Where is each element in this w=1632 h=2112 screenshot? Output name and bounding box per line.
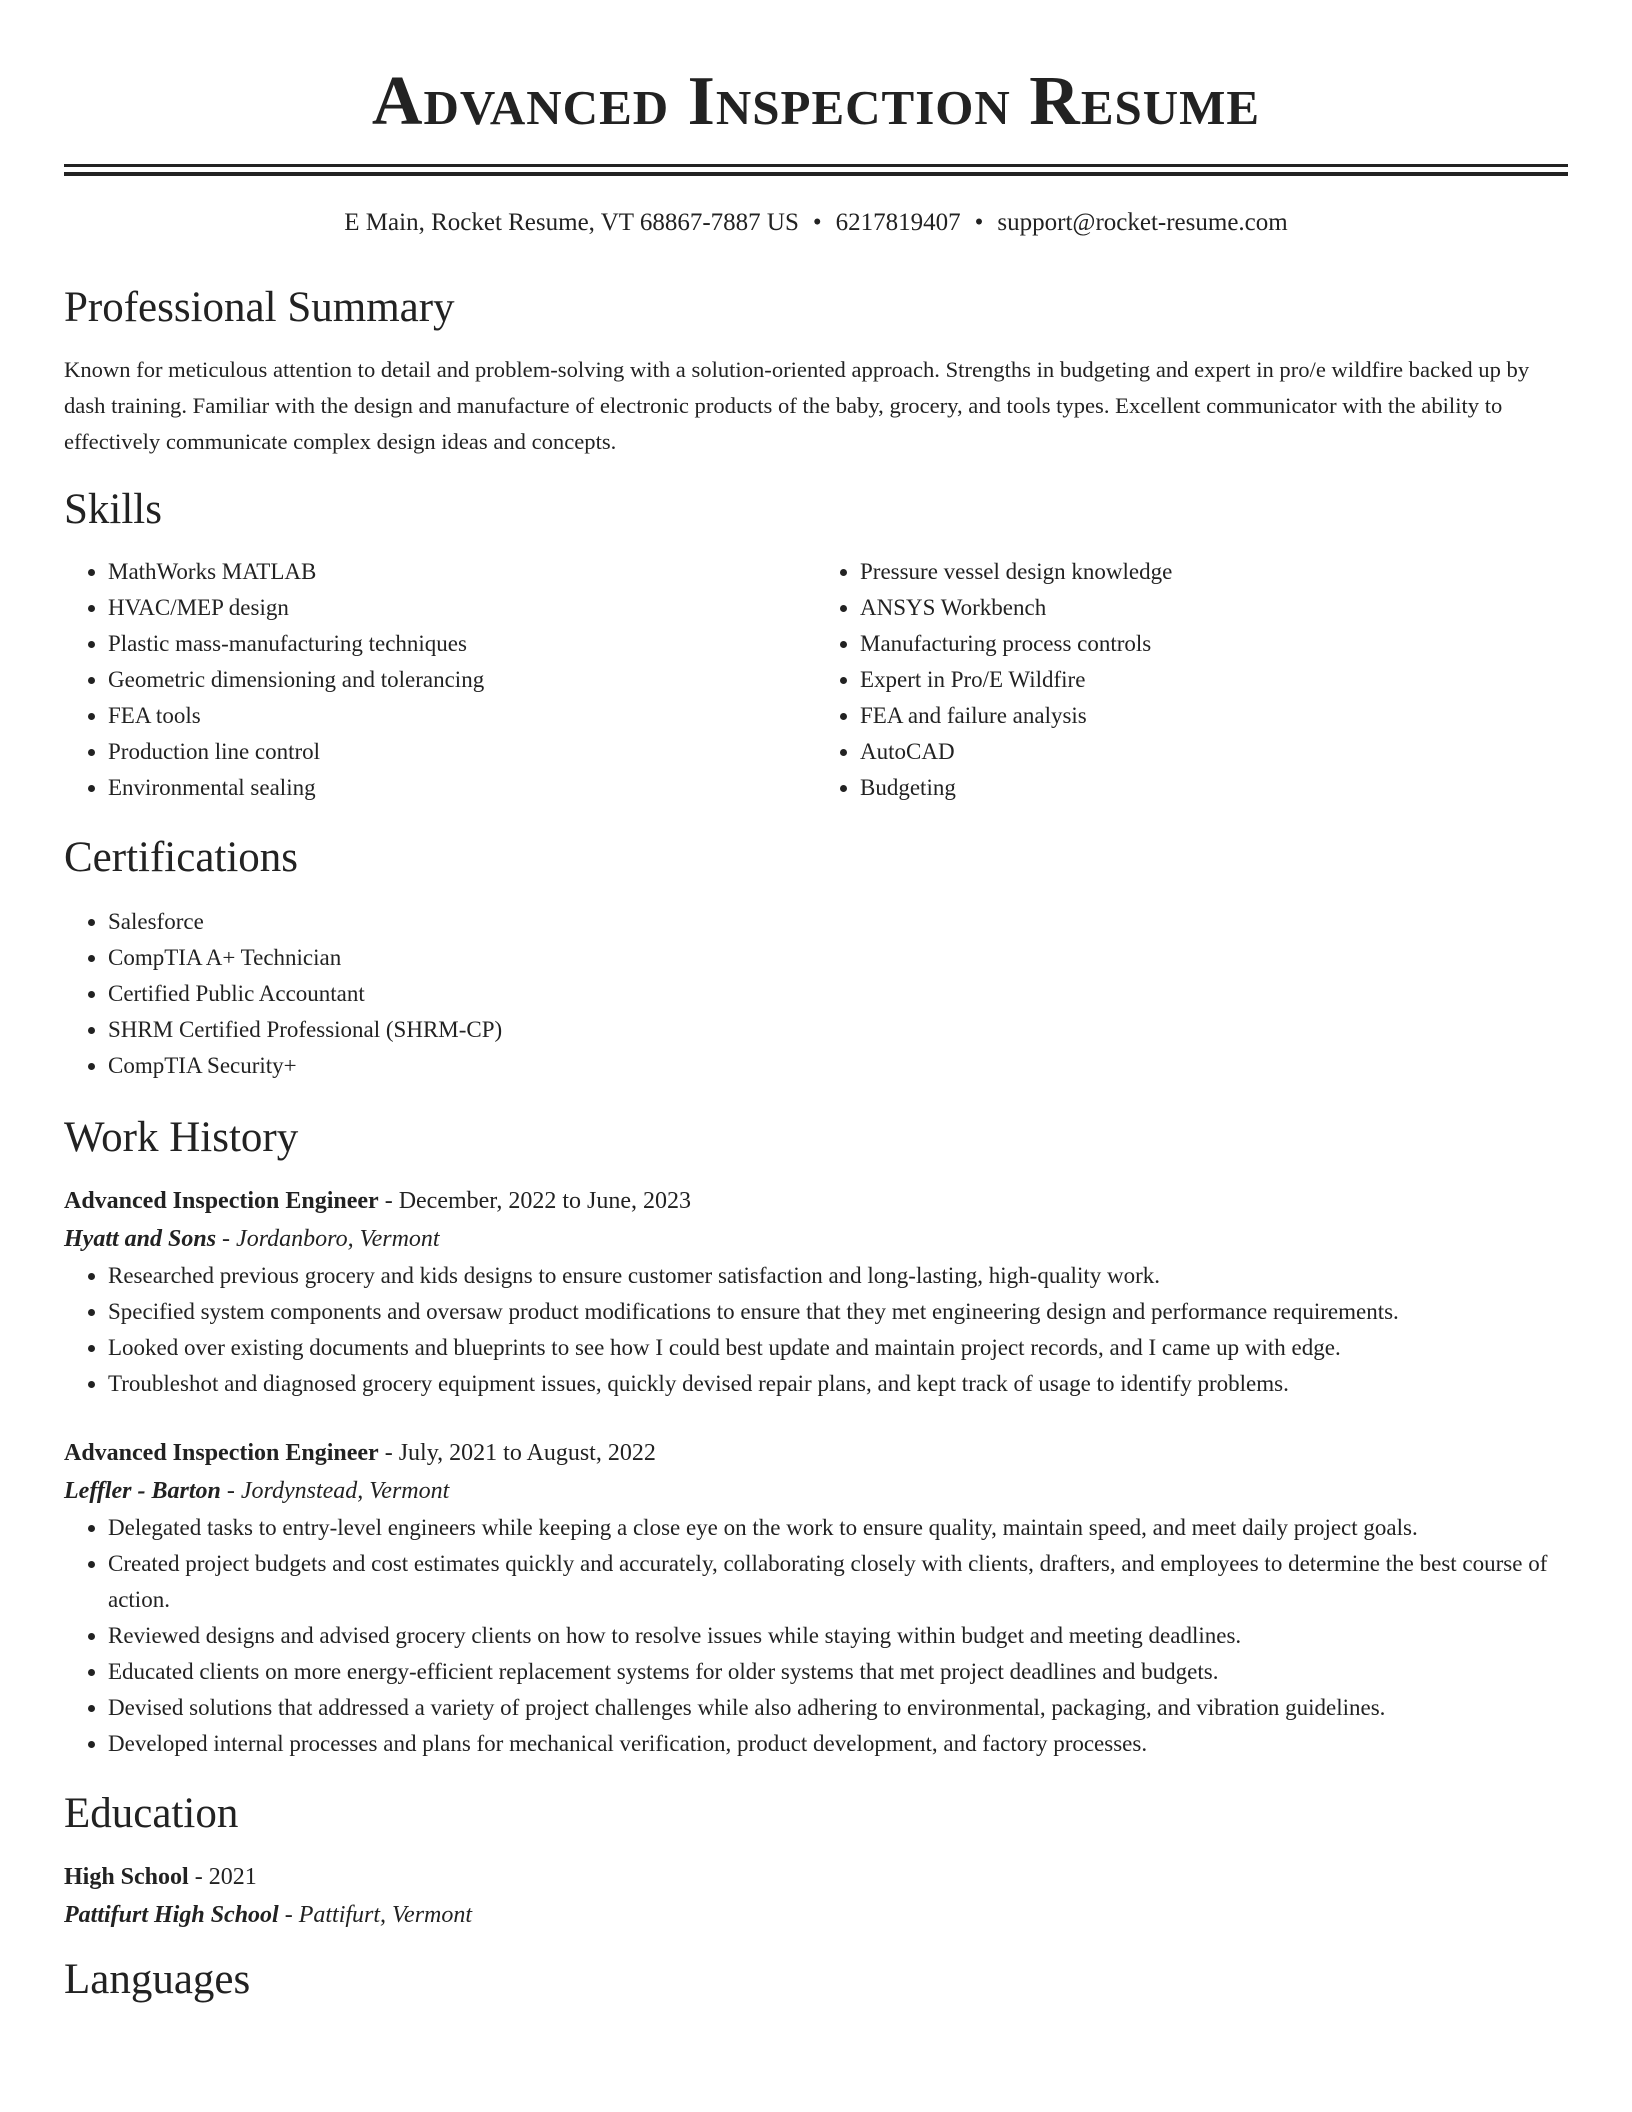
contact-line — [64, 206, 1568, 240]
skill-item: • Manufacturing process controls — [860, 626, 1568, 662]
job-bullet: • Researched previous grocery and kids designs to ensure customer satisfaction and long-lasting, high-quality work. — [108, 1258, 1568, 1294]
skills-list-left — [64, 554, 816, 806]
skills-columns — [64, 554, 1568, 806]
skill-item: • Plastic mass-manufacturing techniques — [108, 626, 816, 662]
contact-address: E Main, Rocket Resume, VT 68867-7887 US — [344, 209, 799, 236]
job-bullet: • Delegated tasks to entry-level engineers while keeping a close eye on the work to ensure quality, maintain speed, and meet daily project goals. — [108, 1510, 1568, 1546]
certification-item: • CompTIA A+ Technician — [108, 940, 1568, 976]
job-company-line — [64, 1220, 1568, 1258]
skill-item: • ANSYS Workbench — [860, 590, 1568, 626]
job-company: Leffler - Barton — [64, 1478, 221, 1504]
job-company-line — [64, 1472, 1568, 1510]
summary-text: Known for meticulous attention to detail and problem-solving with a solution-oriented approach. Strengths in budgeting and expert in pro/e wildfire backed up by dash training. Familiar with the design and manufacture of electronic products of the baby, grocery, and tools types. Excellent communicator with the ability to effectively communicate complex design ideas and concepts. — [64, 357, 1530, 454]
skill-item: • MathWorks MATLAB — [108, 554, 816, 590]
job-entry — [64, 1182, 1568, 1402]
job-entry — [64, 1434, 1568, 1762]
skill-item: • Production line control — [108, 734, 816, 770]
education-location: - Pattifurt, Vermont — [278, 1902, 473, 1928]
contact-email: support@rocket-resume.com — [997, 209, 1288, 236]
job-bullet: • Reviewed designs and advised grocery clients on how to resolve issues while staying within budget and meeting deadlines. — [108, 1618, 1568, 1654]
job-bullets — [64, 1510, 1568, 1762]
contact-separator: • — [812, 209, 822, 236]
education-degree-line — [64, 1858, 1568, 1896]
job-dates: - December, 2022 to June, 2023 — [378, 1188, 691, 1214]
section-heading-education: Education — [64, 1790, 239, 1837]
job-dates: - July, 2021 to August, 2022 — [378, 1440, 656, 1466]
skill-item: • Geometric dimensioning and tolerancing — [108, 662, 816, 698]
job-title-line — [64, 1182, 1568, 1220]
skill-item: • Pressure vessel design knowledge — [860, 554, 1568, 590]
job-bullet: • Educated clients on more energy-efficient replacement systems for older systems that met project deadlines and budgets. — [108, 1654, 1568, 1690]
job-title-line — [64, 1434, 1568, 1472]
job-bullet: • Looked over existing documents and blueprints to see how I could best update and maintain project records, and I came up with edge. — [108, 1330, 1568, 1366]
education-year: - 2021 — [188, 1864, 257, 1890]
contact-phone: 6217819407 — [835, 209, 961, 236]
certification-item: • CompTIA Security+ — [108, 1048, 1568, 1084]
education-school-line — [64, 1896, 1568, 1934]
job-bullet: • Devised solutions that addressed a variety of project challenges while also adhering to environmental, packaging, and vibration guidelines. — [108, 1690, 1568, 1726]
skills-list-right — [816, 554, 1568, 806]
skill-item: • HVAC/MEP design — [108, 590, 816, 626]
job-bullet: • Created project budgets and cost estimates quickly and accurately, collaborating closely with clients, drafters, and employees to determine the best course of action. — [108, 1546, 1568, 1618]
job-title: Advanced Inspection Engineer — [64, 1440, 379, 1466]
contact-separator: • — [974, 209, 984, 236]
job-location: - Jordynstead, Vermont — [220, 1478, 450, 1504]
job-title: Advanced Inspection Engineer — [64, 1188, 379, 1214]
education-degree: High School — [64, 1864, 189, 1890]
resume-title: Advanced Inspection Resume — [371, 63, 1261, 140]
skill-item: • FEA and failure analysis — [860, 698, 1568, 734]
section-heading-work-history: Work History — [64, 1114, 299, 1161]
job-bullet: • Specified system components and oversaw product modifications to ensure that they met engineering design and performance requirements. — [108, 1294, 1568, 1330]
skill-item: • Budgeting — [860, 770, 1568, 806]
skill-item: • AutoCAD — [860, 734, 1568, 770]
certification-item: • SHRM Certified Professional (SHRM-CP) — [108, 1012, 1568, 1048]
job-company: Hyatt and Sons — [64, 1226, 217, 1252]
section-heading-languages: Languages — [64, 1956, 251, 2003]
section-heading-summary: Professional Summary — [64, 284, 455, 331]
certifications-list — [64, 904, 1568, 1084]
education-school: Pattifurt High School — [64, 1902, 279, 1928]
job-bullet: • Troubleshot and diagnosed grocery equipment issues, quickly devised repair plans, and kept track of usage to identify problems. — [108, 1366, 1568, 1402]
title-divider — [64, 164, 1568, 176]
section-heading-skills: Skills — [64, 486, 162, 533]
job-bullets — [64, 1258, 1568, 1402]
job-bullet: • Developed internal processes and plans for mechanical verification, product development, and factory processes. — [108, 1726, 1568, 1762]
skill-item: • Environmental sealing — [108, 770, 816, 806]
certification-item: • Certified Public Accountant — [108, 976, 1568, 1012]
job-location: - Jordanboro, Vermont — [216, 1226, 440, 1252]
skill-item: • FEA tools — [108, 698, 816, 734]
certification-item: • Salesforce — [108, 904, 1568, 940]
section-heading-certifications: Certifications — [64, 834, 299, 881]
skill-item: • Expert in Pro/E Wildfire — [860, 662, 1568, 698]
